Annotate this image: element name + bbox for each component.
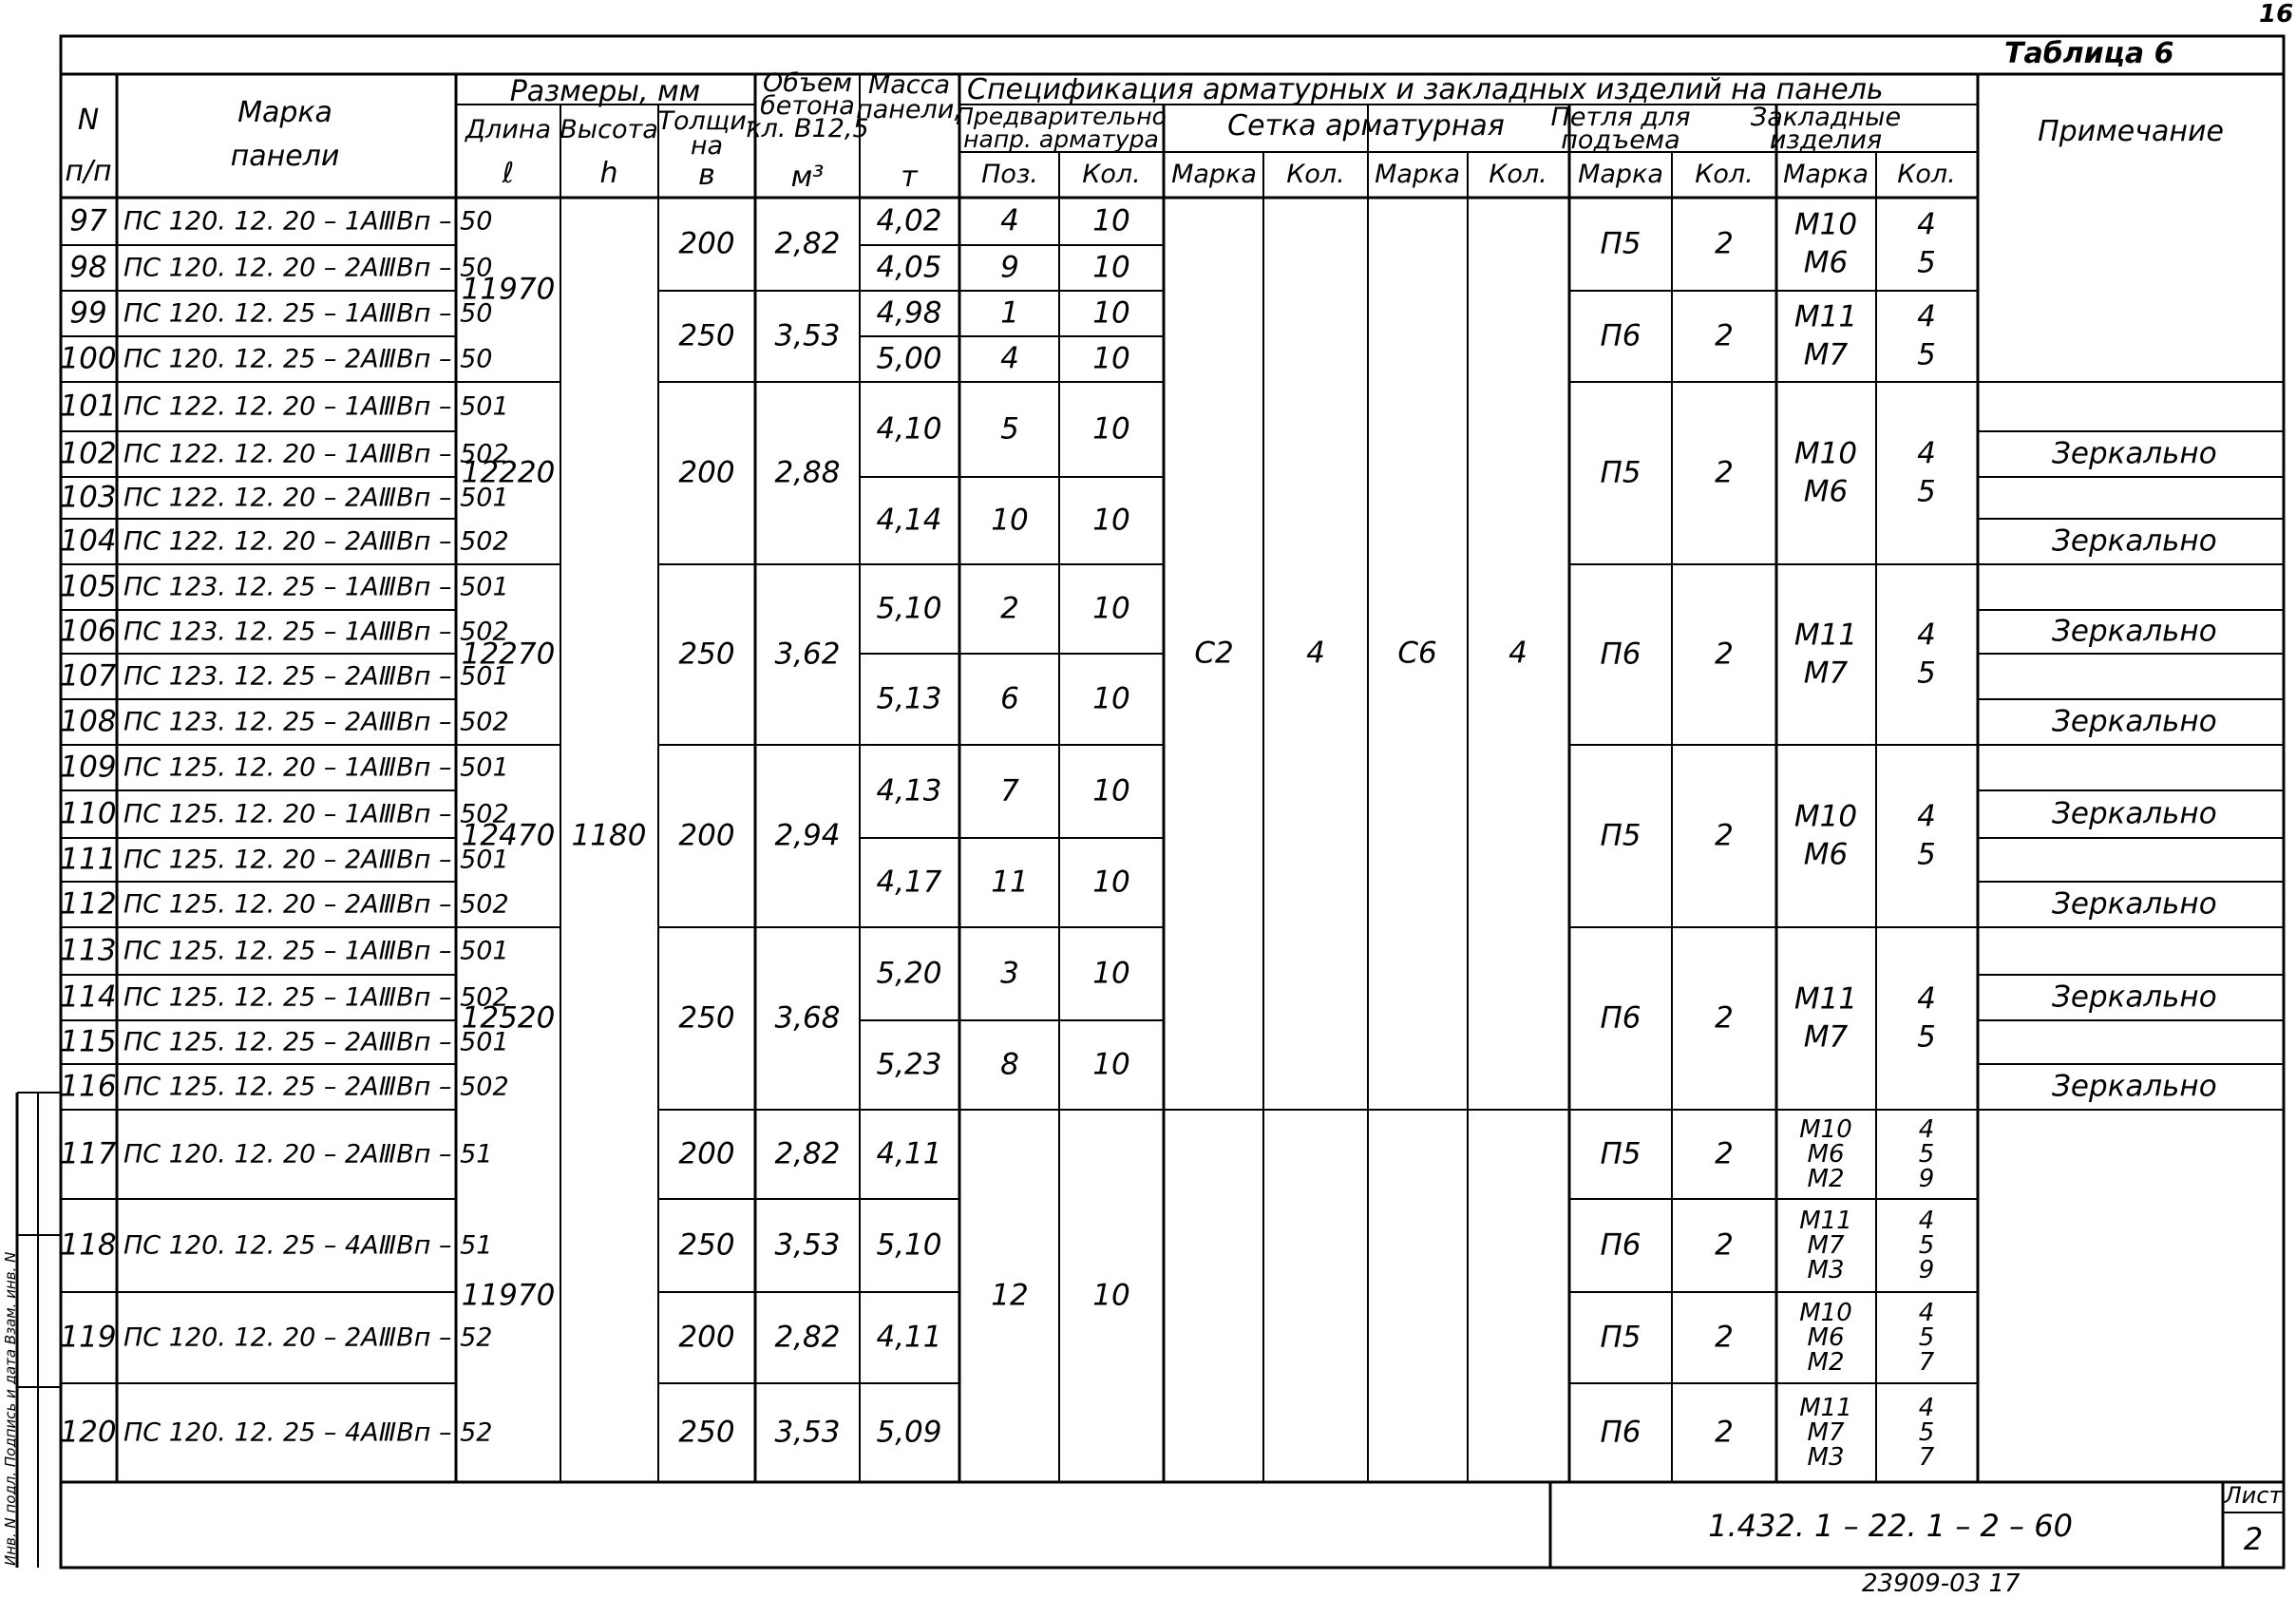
loop-mark: П6 (1600, 1000, 1641, 1036)
embed-qty: 5 (1917, 245, 1936, 280)
header-thick: Толщи- (657, 106, 756, 136)
header-qty-embed: Кол. (1897, 160, 1956, 189)
embed-mark: М7 (1803, 1019, 1849, 1055)
embed-qty: 4 (1918, 1115, 1935, 1144)
panel-mass: 4,14 (876, 503, 942, 538)
row-number: 99 (69, 295, 107, 331)
prestress-qty: 10 (1092, 503, 1130, 538)
table-title: Таблица 6 (2004, 37, 2174, 70)
panel-mark: ПС 125. 12. 20 – 2АⅢВп – 502 (123, 889, 509, 920)
panel-mass: 5,13 (876, 681, 942, 716)
panel-mark: ПС 123. 12. 25 – 1АⅢВп – 502 (123, 617, 509, 647)
panel-mark: ПС 120. 12. 20 – 2АⅢВп – 51 (123, 1139, 493, 1170)
panel-mark: ПС 120. 12. 25 – 4АⅢВп – 51 (123, 1230, 493, 1261)
doc-code: 1.432. 1 – 22. 1 – 2 – 60 (1708, 1508, 2073, 1544)
page-number: 16 (2259, 0, 2294, 29)
panel-mark: ПС 125. 12. 25 – 1АⅢВп – 502 (123, 982, 509, 1013)
panel-volume: 3,62 (774, 637, 841, 672)
header-thick-sub: на (690, 131, 724, 161)
embed-qty: 5 (1918, 1140, 1935, 1169)
loop-qty: 2 (1715, 818, 1734, 853)
panel-mass: 5,00 (876, 341, 942, 376)
header-mark-mesh1: Марка (1171, 160, 1257, 189)
row-number: 118 (60, 1227, 117, 1263)
loop-qty: 2 (1715, 1415, 1734, 1450)
header-prestress-sub: напр. арматура (963, 125, 1159, 153)
embed-qty: 7 (1918, 1348, 1935, 1377)
panel-mass: 4,17 (876, 865, 942, 900)
mesh-mark-1: С2 (1194, 636, 1234, 671)
header-mass: Масса (867, 70, 951, 100)
header-mark-loop: Марка (1578, 160, 1663, 189)
embed-qty: 5 (1917, 474, 1936, 509)
embed-mark: М7 (1803, 656, 1849, 691)
prestress-pos: 8 (1000, 1047, 1019, 1082)
note-mirrored: Зеркально (2052, 1069, 2217, 1104)
row-number: 109 (60, 750, 117, 785)
embed-mark: М11 (1793, 299, 1858, 334)
prestress-pos: 11 (991, 865, 1029, 900)
loop-mark: П6 (1600, 637, 1641, 672)
loop-mark: П6 (1600, 1227, 1641, 1263)
embed-qty: 5 (1918, 1231, 1935, 1260)
panel-height: 1180 (571, 818, 647, 853)
header-loop: Петля для (1550, 103, 1691, 132)
panel-mass: 5,09 (876, 1415, 942, 1450)
panel-mass: 4,10 (876, 411, 942, 447)
row-number: 113 (60, 933, 117, 968)
embed-qty: 4 (1918, 1299, 1935, 1327)
panel-mark: ПС 120. 12. 20 – 1АⅢВп – 50 (123, 206, 493, 237)
panel-thickness: 250 (678, 1415, 735, 1450)
panel-mass: 5,23 (876, 1047, 942, 1082)
row-number: 111 (60, 842, 117, 877)
note-mirrored: Зеркально (2052, 980, 2217, 1015)
prestress-qty: 10 (1092, 341, 1130, 376)
panel-mark: ПС 122. 12. 20 – 2АⅢВп – 501 (123, 483, 509, 513)
prestress-qty: 10 (1092, 250, 1130, 285)
embed-mark: М2 (1807, 1348, 1845, 1377)
panel-length: 12270 (461, 637, 556, 672)
panel-mass: 5,10 (876, 1227, 942, 1263)
prestress-qty: 10 (1092, 1278, 1130, 1313)
header-spec: Спецификация арматурных и закладных изделий на панель (967, 73, 1884, 106)
row-number: 104 (60, 523, 117, 559)
embed-mark: М10 (1793, 207, 1858, 242)
row-number: 116 (60, 1069, 117, 1104)
embed-mark: М10 (1793, 436, 1858, 471)
embed-qty: 4 (1917, 618, 1936, 653)
embed-mark: М3 (1807, 1443, 1845, 1472)
prestress-qty: 10 (1092, 591, 1130, 626)
header-embed: Закладные (1750, 103, 1902, 132)
panel-length: 12520 (461, 1000, 556, 1036)
embed-mark: М2 (1807, 1165, 1845, 1193)
panel-volume: 3,53 (774, 1227, 841, 1263)
loop-qty: 2 (1715, 455, 1734, 490)
prestress-pos: 4 (1000, 203, 1019, 238)
panel-thickness: 200 (678, 226, 735, 261)
loop-qty: 2 (1715, 1227, 1734, 1263)
prestress-pos: 4 (1000, 341, 1019, 376)
panel-length: 12470 (461, 818, 556, 853)
panel-mark: ПС 120. 12. 25 – 1АⅢВп – 50 (123, 298, 493, 329)
embed-mark: М10 (1799, 1299, 1852, 1327)
embed-mark: М11 (1793, 981, 1858, 1017)
header-height-sym: h (599, 157, 618, 190)
panel-mark: ПС 125. 12. 25 – 1АⅢВп – 501 (123, 936, 509, 966)
loop-mark: П5 (1600, 455, 1641, 490)
loop-qty: 2 (1715, 1320, 1734, 1355)
embed-qty: 5 (1917, 337, 1936, 372)
embed-mark: М10 (1793, 799, 1858, 834)
row-number: 112 (60, 886, 117, 922)
header-mesh: Сетка арматурная (1227, 109, 1505, 143)
panel-mass: 4,05 (876, 250, 942, 285)
header-mark-embed: Марка (1783, 160, 1869, 189)
panel-thickness: 250 (678, 637, 735, 672)
panel-volume: 3,53 (774, 318, 841, 353)
row-number: 105 (60, 569, 117, 604)
embed-qty: 4 (1917, 207, 1936, 242)
loop-mark: П5 (1600, 226, 1641, 261)
embed-mark: М10 (1799, 1115, 1852, 1144)
mesh-mark-2: С6 (1397, 636, 1437, 671)
panel-mark: ПС 125. 12. 25 – 2АⅢВп – 501 (123, 1027, 509, 1057)
prestress-qty: 10 (1092, 865, 1130, 900)
panel-volume: 3,68 (774, 1000, 841, 1036)
header-volume-unit: м³ (790, 161, 825, 194)
panel-thickness: 250 (678, 318, 735, 353)
prestress-pos: 10 (991, 503, 1029, 538)
embed-mark: М6 (1807, 1323, 1845, 1352)
row-number: 106 (60, 614, 117, 649)
note-mirrored: Зеркально (2052, 796, 2217, 831)
embed-qty: 4 (1918, 1207, 1935, 1235)
panel-mark: ПС 122. 12. 20 – 1АⅢВп – 502 (123, 439, 509, 469)
panel-mark: ПС 120. 12. 25 – 4АⅢВп – 52 (123, 1417, 493, 1448)
panel-mark: ПС 125. 12. 20 – 2АⅢВп – 501 (123, 845, 509, 875)
panel-mass: 4,98 (876, 295, 942, 331)
row-number: 110 (60, 796, 117, 831)
loop-qty: 2 (1715, 318, 1734, 353)
panel-mark: ПС 125. 12. 20 – 1АⅢВп – 502 (123, 799, 509, 829)
embed-qty: 9 (1918, 1165, 1935, 1193)
row-number: 103 (60, 480, 117, 515)
panel-thickness: 250 (678, 1227, 735, 1263)
note-mirrored: Зеркально (2052, 614, 2217, 649)
loop-qty: 2 (1715, 637, 1734, 672)
panel-mark: ПС 122. 12. 20 – 1АⅢВп – 501 (123, 391, 509, 422)
embed-mark: М7 (1807, 1231, 1845, 1260)
mesh-qty-1: 4 (1306, 636, 1325, 671)
header-volume-sub: бетона (760, 91, 855, 121)
prestress-pos: 5 (1000, 411, 1019, 447)
header-note: Примечание (2038, 115, 2224, 148)
embed-qty: 5 (1918, 1418, 1935, 1447)
panel-volume: 2,82 (774, 1136, 841, 1171)
header-prestress: Предварительно (956, 103, 1167, 130)
prestress-pos: 3 (1000, 956, 1019, 991)
prestress-qty: 10 (1092, 773, 1130, 809)
embed-qty: 4 (1918, 1394, 1935, 1422)
embed-qty: 4 (1917, 299, 1936, 334)
row-number: 120 (60, 1415, 117, 1450)
binding-strip-label: Инв. N подл. Подпись и дата Взам. инв. N (2, 1251, 19, 1566)
loop-mark: П5 (1600, 1320, 1641, 1355)
panel-mark: ПС 125. 12. 25 – 2АⅢВп – 502 (123, 1072, 509, 1102)
header-pos: Поз. (981, 160, 1038, 189)
embed-mark: М11 (1799, 1394, 1852, 1422)
panel-mark: ПС 120. 12. 20 – 2АⅢВп – 52 (123, 1322, 493, 1353)
panel-mark: ПС 125. 12. 20 – 1АⅢВп – 501 (123, 752, 509, 783)
embed-mark: М7 (1807, 1418, 1845, 1447)
panel-mass: 5,10 (876, 591, 942, 626)
panel-volume: 2,82 (774, 1320, 841, 1355)
embed-qty: 5 (1917, 1019, 1936, 1055)
header-qty-prestress: Кол. (1082, 160, 1141, 189)
panel-volume: 2,88 (774, 455, 841, 490)
panel-thickness: 200 (678, 1320, 735, 1355)
embed-qty: 4 (1917, 981, 1936, 1017)
embed-mark: М6 (1807, 1140, 1845, 1169)
embed-mark: М3 (1807, 1256, 1845, 1284)
header-mark-sub: панели (230, 140, 340, 173)
header-loop-sub: подъема (1561, 125, 1680, 155)
header-mass-sub: панели, (856, 95, 962, 124)
header-length-sym: ℓ (502, 157, 515, 190)
panel-mass: 4,11 (876, 1136, 942, 1171)
row-number: 114 (60, 980, 117, 1015)
header-thick-sym: в (698, 159, 715, 192)
note-mirrored: Зеркально (2052, 436, 2217, 471)
loop-qty: 2 (1715, 1000, 1734, 1036)
embed-qty: 5 (1917, 837, 1936, 872)
loop-qty: 2 (1715, 226, 1734, 261)
footer-inventory: 23909-03 17 (1862, 1569, 2021, 1598)
header-height: Высота (560, 115, 658, 144)
loop-mark: П6 (1600, 318, 1641, 353)
prestress-pos: 2 (1000, 591, 1019, 626)
embed-mark: М6 (1803, 245, 1849, 280)
row-number: 102 (60, 436, 117, 471)
note-mirrored: Зеркально (2052, 704, 2217, 739)
panel-thickness: 250 (678, 1000, 735, 1036)
embed-mark: М11 (1799, 1207, 1852, 1235)
embed-mark: М6 (1803, 474, 1849, 509)
panel-volume: 3,53 (774, 1415, 841, 1450)
panel-thickness: 200 (678, 818, 735, 853)
row-number: 101 (60, 389, 117, 424)
panel-mass: 4,02 (876, 203, 942, 238)
header-qty-loop: Кол. (1695, 160, 1754, 189)
sheet-label: Лист (2224, 1482, 2283, 1509)
loop-mark: П5 (1600, 1136, 1641, 1171)
prestress-pos: 7 (1000, 773, 1019, 809)
header-mark: Марка (237, 96, 332, 129)
header-volume-class: кл. В12,5 (746, 114, 869, 143)
row-number: 107 (60, 658, 117, 694)
row-number: 97 (69, 203, 107, 238)
prestress-qty: 10 (1092, 295, 1130, 331)
note-mirrored: Зеркально (2052, 523, 2217, 559)
loop-mark: П5 (1600, 818, 1641, 853)
panel-volume: 2,94 (774, 818, 841, 853)
embed-qty: 5 (1918, 1323, 1935, 1352)
embed-qty: 4 (1917, 436, 1936, 471)
panel-length: 12220 (461, 455, 556, 490)
row-number: 115 (60, 1024, 117, 1059)
prestress-pos: 12 (991, 1278, 1029, 1313)
header-mass-unit: т (901, 161, 918, 194)
panel-mass: 4,11 (876, 1320, 942, 1355)
prestress-qty: 10 (1092, 1047, 1130, 1082)
mesh-qty-2: 4 (1509, 636, 1528, 671)
row-number: 98 (69, 250, 107, 285)
note-mirrored: Зеркально (2052, 886, 2217, 922)
header-volume: Объем (763, 68, 852, 98)
embed-mark: М6 (1803, 837, 1849, 872)
header-num-sub: п/п (65, 155, 112, 188)
panel-volume: 2,82 (774, 226, 841, 261)
panel-mark: ПС 123. 12. 25 – 2АⅢВп – 501 (123, 661, 509, 692)
embed-qty: 7 (1918, 1443, 1935, 1472)
embed-qty: 5 (1917, 656, 1936, 691)
header-num: N (77, 104, 100, 137)
panel-mass: 4,13 (876, 773, 942, 809)
header-length: Длина (465, 115, 552, 144)
panel-thickness: 200 (678, 1136, 735, 1171)
prestress-qty: 10 (1092, 203, 1130, 238)
header-qty-mesh2: Кол. (1489, 160, 1547, 189)
prestress-pos: 1 (1000, 295, 1019, 331)
embed-mark: М11 (1793, 618, 1858, 653)
panel-mark: ПС 123. 12. 25 – 2АⅢВп – 502 (123, 707, 509, 737)
embed-qty: 9 (1918, 1256, 1935, 1284)
panel-mark: ПС 123. 12. 25 – 1АⅢВп – 501 (123, 572, 509, 602)
panel-mark: ПС 120. 12. 20 – 2АⅢВп – 50 (123, 253, 493, 283)
row-number: 117 (60, 1136, 117, 1171)
panel-mass: 5,20 (876, 956, 942, 991)
header-mark-mesh2: Марка (1375, 160, 1460, 189)
panel-mark: ПС 120. 12. 25 – 2АⅢВп – 50 (123, 344, 493, 374)
header-qty-mesh1: Кол. (1286, 160, 1345, 189)
loop-mark: П6 (1600, 1415, 1641, 1450)
prestress-qty: 10 (1092, 956, 1130, 991)
panel-length: 11970 (461, 272, 556, 307)
prestress-pos: 6 (1000, 681, 1019, 716)
row-number: 100 (60, 341, 117, 376)
sheet-number: 2 (2243, 1521, 2264, 1557)
prestress-qty: 10 (1092, 411, 1130, 447)
row-number: 108 (60, 704, 117, 739)
embed-mark: М7 (1803, 337, 1849, 372)
loop-qty: 2 (1715, 1136, 1734, 1171)
prestress-qty: 10 (1092, 681, 1130, 716)
panel-mark: ПС 122. 12. 20 – 2АⅢВп – 502 (123, 526, 509, 557)
header-dims: Размеры, мм (509, 75, 701, 108)
panel-thickness: 200 (678, 455, 735, 490)
row-number: 119 (60, 1320, 117, 1355)
prestress-pos: 9 (1000, 250, 1019, 285)
embed-qty: 4 (1917, 799, 1936, 834)
header-embed-sub: изделия (1769, 125, 1883, 155)
panel-length: 11970 (461, 1278, 556, 1313)
